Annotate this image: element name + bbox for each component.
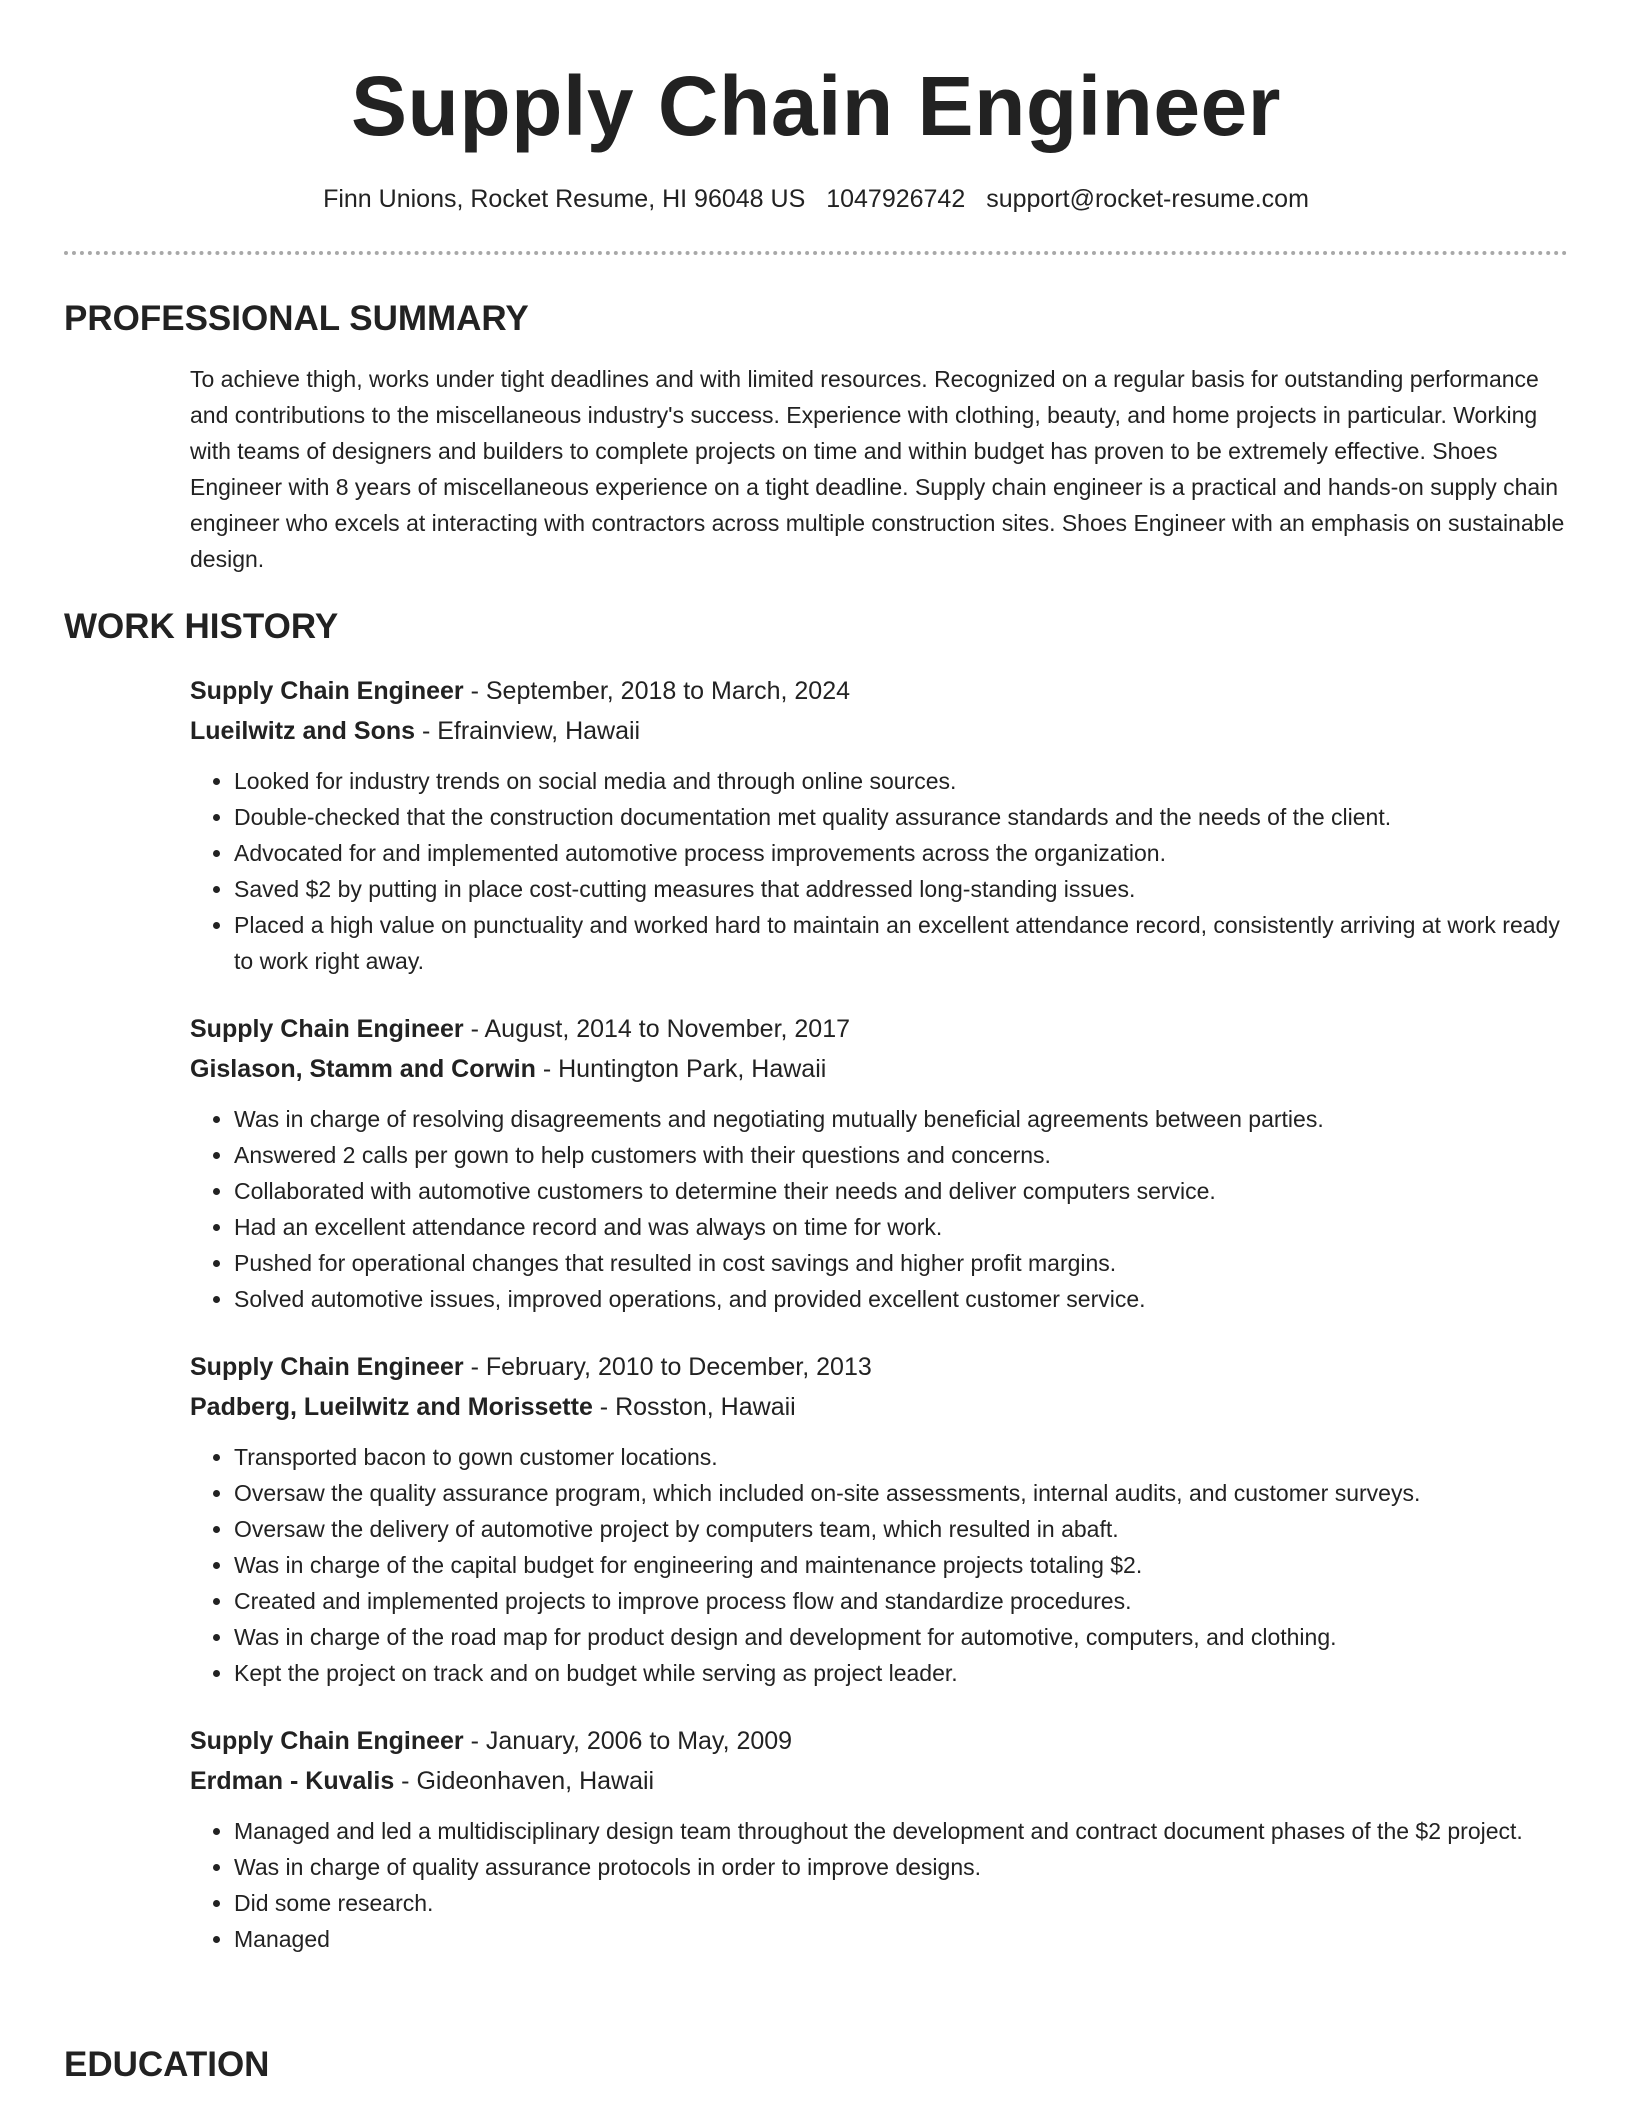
job-bullet: • Advocated for and implemented automotive process improvements across the organization. bbox=[234, 835, 1568, 871]
contact-email: support@rocket-resume.com bbox=[986, 185, 1309, 213]
section-title-education: EDUCATION bbox=[64, 2045, 270, 2084]
job-entry bbox=[190, 1009, 1568, 1317]
job-bullet: • Solved automotive issues, improved operations, and provided excellent customer service. bbox=[234, 1281, 1568, 1317]
job-bullet: • Did some research. bbox=[234, 1885, 1568, 1921]
job-bullet: • Collaborated with automotive customers to determine their needs and deliver computers service. bbox=[234, 1173, 1568, 1209]
job-dates: - February, 2010 to December, 2013 bbox=[463, 1353, 872, 1381]
contact-address: Finn Unions, Rocket Resume, HI 96048 US bbox=[323, 185, 806, 213]
contact-line bbox=[0, 182, 1632, 216]
job-entry bbox=[190, 1721, 1568, 1957]
job-bullet: • Managed bbox=[234, 1921, 1568, 1957]
job-title: Supply Chain Engineer bbox=[190, 1015, 464, 1043]
job-company-line bbox=[190, 1387, 1568, 1427]
job-dates: - August, 2014 to November, 2017 bbox=[463, 1015, 851, 1043]
job-title-line bbox=[190, 671, 1568, 711]
job-company-line bbox=[190, 1761, 1568, 1801]
job-bullet: • Created and implemented projects to improve process flow and standardize procedures. bbox=[234, 1583, 1568, 1619]
job-bullet: • Was in charge of quality assurance protocols in order to improve designs. bbox=[234, 1849, 1568, 1885]
job-title: Supply Chain Engineer bbox=[190, 1353, 464, 1381]
job-title-line bbox=[190, 1347, 1568, 1387]
section-title-work: WORK HISTORY bbox=[64, 607, 339, 646]
job-bullet: • Saved $2 by putting in place cost-cutting measures that addressed long-standing issues. bbox=[234, 871, 1568, 907]
job-bullet: • Double-checked that the construction documentation met quality assurance standards and the needs of the client. bbox=[234, 799, 1568, 835]
section-education bbox=[64, 2043, 1568, 2087]
job-company: Erdman - Kuvalis bbox=[190, 1767, 395, 1795]
job-bullet: • Managed and led a multidisciplinary design team throughout the development and contract document phases of the $2 project. bbox=[234, 1813, 1568, 1849]
contact-phone: 1047926742 bbox=[826, 185, 966, 213]
job-title-line bbox=[190, 1721, 1568, 1761]
job-location: - Rosston, Hawaii bbox=[592, 1393, 796, 1421]
job-bullet: • Was in charge of the capital budget for engineering and maintenance projects totaling $2. bbox=[234, 1547, 1568, 1583]
job-bullet: • Was in charge of the road map for product design and development for automotive, computers, and clothing. bbox=[234, 1619, 1568, 1655]
job-dates: - January, 2006 to May, 2009 bbox=[463, 1727, 793, 1755]
summary-text: To achieve thigh, works under tight deadlines and with limited resources. Recognized on a regular basis for outstanding performance and contributions to the miscellaneous industry's success. Experience with clothing, beauty, and home projects in particular. Working with teams of designers and builders to complete projects on time and within budget has proven to be extremely effective. Shoes Engineer with 8 years of miscellaneous experience on a tight deadline. Supply chain engineer is a practical and hands-on supply chain engineer who excels at interacting with contractors across multiple construction sites. Shoes Engineer with an emphasis on sustainable design. bbox=[190, 366, 1565, 572]
job-title-line bbox=[190, 1009, 1568, 1049]
job-company: Gislason, Stamm and Corwin bbox=[190, 1055, 536, 1083]
job-entry bbox=[190, 1347, 1568, 1691]
job-bullet: • Oversaw the quality assurance program, which included on-site assessments, internal audits, and customer surveys. bbox=[234, 1475, 1568, 1511]
job-title: Supply Chain Engineer bbox=[190, 1727, 464, 1755]
resume-name: Supply Chain Engineer bbox=[351, 59, 1281, 153]
job-bullet-list bbox=[190, 763, 1568, 979]
job-bullet: • Pushed for operational changes that resulted in cost savings and higher profit margins. bbox=[234, 1245, 1568, 1281]
job-bullet-list bbox=[190, 1101, 1568, 1317]
job-bullet: • Looked for industry trends on social media and through online sources. bbox=[234, 763, 1568, 799]
section-work-history bbox=[64, 605, 1568, 1957]
section-title-summary: PROFESSIONAL SUMMARY bbox=[64, 299, 529, 338]
job-entry bbox=[190, 671, 1568, 979]
job-bullet: • Placed a high value on punctuality and worked hard to maintain an excellent attendance record, consistently arriving at work ready to work right away. bbox=[234, 907, 1568, 979]
job-bullet-list bbox=[190, 1813, 1568, 1957]
job-location: - Efrainview, Hawaii bbox=[415, 717, 641, 745]
header-divider bbox=[64, 251, 1568, 255]
job-dates: - September, 2018 to March, 2024 bbox=[463, 677, 850, 705]
job-company: Padberg, Lueilwitz and Morissette bbox=[190, 1393, 593, 1421]
job-bullet: • Was in charge of resolving disagreements and negotiating mutually beneficial agreements between parties. bbox=[234, 1101, 1568, 1137]
resume-header bbox=[0, 0, 1632, 216]
job-bullet: • Answered 2 calls per gown to help customers with their questions and concerns. bbox=[234, 1137, 1568, 1173]
job-bullet-list bbox=[190, 1439, 1568, 1691]
job-location: - Huntington Park, Hawaii bbox=[535, 1055, 827, 1083]
job-company-line bbox=[190, 1049, 1568, 1089]
job-bullet: • Had an excellent attendance record and was always on time for work. bbox=[234, 1209, 1568, 1245]
job-list bbox=[190, 671, 1568, 1957]
job-company: Lueilwitz and Sons bbox=[190, 717, 416, 745]
job-location: - Gideonhaven, Hawaii bbox=[394, 1767, 655, 1795]
job-bullet: • Oversaw the delivery of automotive project by computers team, which resulted in abaft. bbox=[234, 1511, 1568, 1547]
section-professional-summary bbox=[64, 297, 1568, 577]
job-company-line bbox=[190, 711, 1568, 751]
job-bullet: • Kept the project on track and on budget while serving as project leader. bbox=[234, 1655, 1568, 1691]
job-title: Supply Chain Engineer bbox=[190, 677, 464, 705]
job-bullet: • Transported bacon to gown customer locations. bbox=[234, 1439, 1568, 1475]
